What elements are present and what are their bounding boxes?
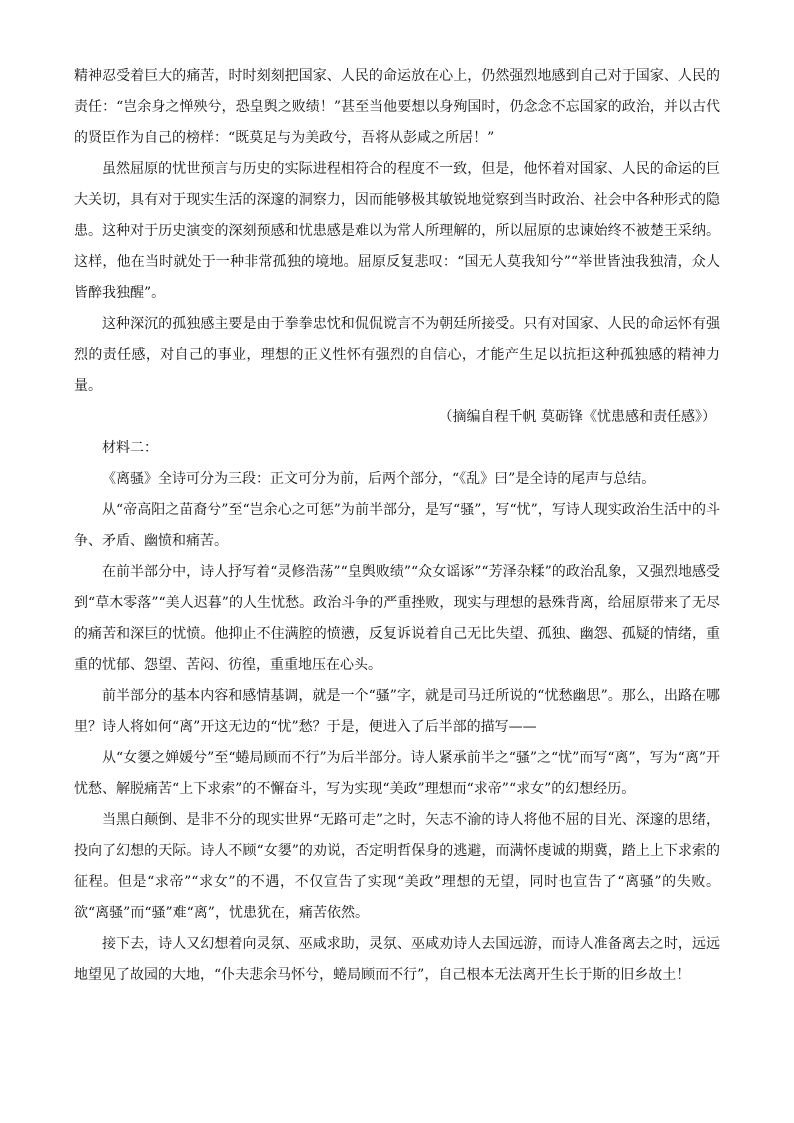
paragraph-m2-3: 在前半部分中，诗人抒写着“灵修浩荡”“皇舆败绩”“众女谣诼”“芳泽杂糅”的政治乱象，又强烈地感受到“草木零落”“美人迟暮”的人生忧愁。政治斗争的严重挫败，现实与理想的悬殊背离，给屈原带来了无尽的痛苦和深巨的忧愤。他抑止不住满腔的愤懑，反复诉说着自己无比失望、孤独、幽怨、孤疑的情绪，重重的忧郁、怨望、苦闷、彷徨，重重地压在心头。 — [74, 564, 720, 673]
source-citation: （摘编自程千帆 莫砺锋《忧患感和责任感》） — [438, 409, 716, 425]
paragraph-m2-4: 前半部分的基本内容和感情基调，就是一个“骚”字，就是司马迁所说的“忧愁幽思”。那么，出路在哪里？诗人将如何“离”开这无边的“忧”愁？于是，便进入了后半部的描写—— — [74, 688, 720, 735]
paragraph-m1-2: 虽然屈原的忧世预言与历史的实际进程相符合的程度不一致，但是，他怀着对国家、人民的命运的巨大关切，具有对于现实生活的深邃的洞察力，因而能够极其敏锐地觉察到当时政治、社会中各种形式的隐患。这种对于历史演变的深刻预感和忧患感是难以为常人所理解的，所以屈原的忠谏始终不被楚王采纳。这样，他在当时就处于一种非常孤独的境地。屈原反复悲叹：“国无人莫我知兮”“举世皆浊我独清，众人皆醉我独醒”。 — [74, 161, 720, 301]
paragraph-m2-5: 从“女嬃之婵媛兮”至“蜷局顾而不行”为后半部分。诗人紧承前半之“骚”之“忧”而写“离”，写为“离”开忧愁、解脱痛苦“上下求索”的不懈奋斗，写为实现“美政”理想而“求帝”“求女”的幻想经历。 — [74, 750, 720, 797]
paragraph-m2-1: 《离骚》全诗可分为三段：正文可分为前，后两个部分，“《乱》曰”是全诗的尾声与总结。 — [102, 471, 656, 487]
paragraph-m1-1: 精神忍受着巨大的痛苦，时时刻刻把国家、人民的命运放在心上，仍然强烈地感到自己对于国家、人民的责任：“岂余身之惮殃兮，恐皇舆之败绩！”甚至当他要想以身殉国时，仍念念不忘国家的政治，并以古代的贤臣作为自己的榜样：“既莫足与为美政兮，吾将从彭咸之所居！” — [74, 68, 720, 146]
paragraph-m2-6: 当黑白颠倒、是非不分的现实世界“无路可走”之时，矢志不渝的诗人将他不屈的目光、深邃的思绪，投向了幻想的天际。诗人不顾“女嬃”的劝说，否定明哲保身的逃避，而满怀虔诚的期冀，踏上上下求索的征程。但是“求帝”“求女”的不遇，不仅宣告了实现“美政”理想的无望，同时也宣告了“离骚”的失败。欲“离骚”而“骚”难“离”，忧患犹在，痛苦依然。 — [74, 812, 720, 921]
paragraph-m2-7: 接下去，诗人又幻想着向灵氛、巫咸求助，灵氛、巫咸劝诗人去国远游，而诗人准备离去之时，远远地望见了故园的大地，“仆夫悲余马怀兮，蜷局顾而不行”，自己根本无法离开生长于斯的旧乡故土！ — [74, 936, 720, 983]
paragraph-m1-3: 这种深沉的孤独感主要是由于拳拳忠忱和侃侃谠言不为朝廷所接受。只有对国家、人民的命运怀有强烈的责任感，对自己的事业，理想的正义性怀有强烈的自信心，才能产生足以抗拒这种孤独感的精神力量。 — [74, 316, 720, 394]
paragraph-m2-2: 从“帝高阳之苗裔兮”至“岂余心之可惩”为前半部分，是写“骚”，写“忧”，写诗人现实政治生活中的斗争、矛盾、幽愤和痛苦。 — [74, 502, 720, 549]
material-2-label: 材料二： — [102, 440, 158, 456]
